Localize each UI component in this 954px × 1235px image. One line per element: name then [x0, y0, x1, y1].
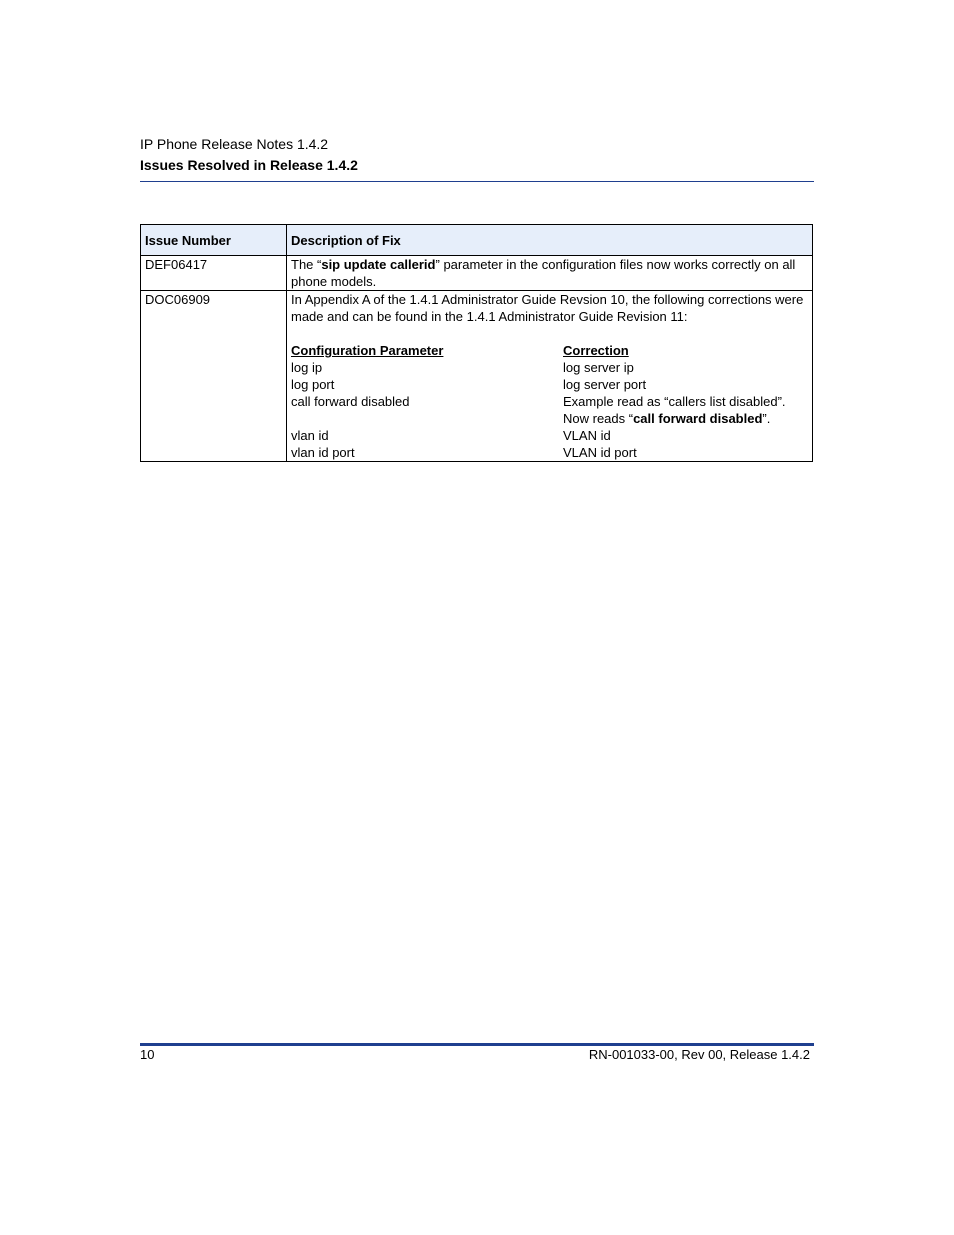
corrections-grid	[291, 342, 806, 461]
issue-number-cell: DEF06417	[141, 256, 287, 291]
page-number: 10	[140, 1047, 155, 1062]
table-header-row	[141, 225, 813, 256]
document-title: IP Phone Release Notes 1.4.2	[140, 136, 329, 152]
correction-text: Example read as “callers list disabled”.	[563, 394, 786, 409]
parameter-name: sip update callerid	[321, 257, 436, 272]
correction-item: log server ip	[563, 360, 634, 375]
param-item: vlan id	[291, 428, 329, 443]
description-cell	[287, 291, 813, 462]
correction-item: log server port	[563, 377, 647, 392]
table-row	[141, 256, 813, 291]
correction-item: VLAN id port	[563, 445, 637, 460]
correction-text	[563, 410, 806, 427]
now-reads-suffix: ”.	[762, 411, 771, 426]
correction-item	[563, 393, 806, 427]
correction-item: VLAN id	[563, 428, 611, 443]
description-cell	[287, 256, 813, 291]
correction-column-header: Correction	[563, 343, 629, 358]
description-text: The “	[291, 257, 322, 272]
header-rule	[140, 181, 814, 182]
column-header-issue-number: Issue Number	[141, 225, 287, 256]
param-item: vlan id port	[291, 445, 355, 460]
now-reads-prefix: Now reads “	[563, 411, 634, 426]
description-intro: In Appendix A of the 1.4.1 Administrator Guide Revsion 10, the following corrections were made and can be found in the 1.4.1 Administrator Guide Revision 11:	[291, 292, 804, 324]
footer-rule	[140, 1043, 814, 1046]
section-title: Issues Resolved in Release 1.4.2	[140, 157, 358, 173]
table-row	[141, 291, 813, 462]
param-column-header: Configuration Parameter	[291, 343, 444, 358]
issues-table	[140, 224, 813, 462]
column-header-description: Description of Fix	[287, 225, 813, 256]
param-item: log ip	[291, 360, 323, 375]
document-reference: RN-001033-00, Rev 00, Release 1.4.2	[588, 1047, 810, 1062]
description-text: ” parameter in the configuration files now works correctly on all phone models.	[291, 257, 796, 289]
issue-number-cell: DOC06909	[141, 291, 287, 462]
param-item: call forward disabled	[291, 394, 410, 409]
param-item: log port	[291, 377, 335, 392]
now-reads-value: call forward disabled	[633, 411, 763, 426]
